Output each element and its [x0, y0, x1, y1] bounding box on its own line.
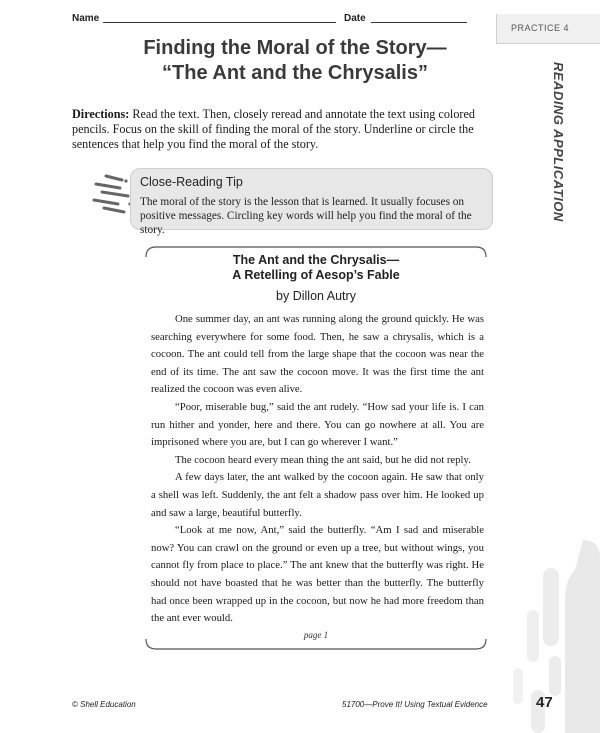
story-paragraph: A few days later, the ant walked by the cocoon again. He saw that only a shell was left. Suddenly, the ant felt a shadow pass over him. He looked up and saw a large, beautiful butterfly. [151, 471, 484, 519]
header-row [72, 10, 482, 28]
story-paragraph: “Poor, miserable bug,” said the ant rudely. “How sad your life is. I can run hither and yonder, here and there. You can go nowhere at all. You are imprisoned where you are, but I can go wherever I want.” [151, 400, 484, 449]
story-paragraph: “Look at me now, Ant,” said the butterfly. “Am I sad and miserable now? You can crawl on the ground or even up a tree, but without wings, you cannot fly from place to place.” The ant knew that the butterfly was right. He should not have boasted that he was better than the butterfly. The butterfly had once been wrapped up in the cocoon, but now he had more freedom than the ant ever would. [151, 524, 484, 625]
side-section-label: READING APPLICATION [551, 62, 566, 222]
story-author: by Dillon Autry [276, 289, 356, 303]
story-title-line-1: The Ant and the Chrysalis— [232, 253, 400, 267]
directions-text: Read the text. Then, closely reread and annotate the text using colored pencils. Focus on the skill of finding the moral of the story. Underline or circle the sentences that help you find the moral of the story. [72, 107, 475, 151]
story-title-line-2: A Retelling of Aesop’s Fable [232, 268, 400, 282]
practice-label: PRACTICE 4 [511, 23, 570, 33]
story-page-label: page 1 [303, 630, 329, 640]
practice-tab [496, 14, 600, 44]
name-field-line [103, 22, 336, 23]
tip-text: The moral of the story is the lesson that is learned. It usually focuses on positive messages. Circling key words will help you find the moral of the story. [140, 196, 472, 236]
page-number: 47 [536, 694, 553, 711]
story-title [140, 253, 492, 283]
date-label: Date [344, 13, 366, 24]
title-line-1: Finding the Moral of the Story— [143, 37, 447, 59]
story-body [151, 311, 484, 628]
tip-heading: Close-Reading Tip [140, 175, 243, 189]
story-paragraph: The cocoon heard every mean thing the ant said, but he did not reply. [175, 453, 471, 466]
directions-label: Directions: [72, 107, 130, 121]
directions [72, 107, 492, 152]
story-passage [140, 243, 492, 653]
close-reading-tip [130, 168, 493, 236]
speed-lines-icon [92, 170, 134, 218]
page-title [100, 36, 490, 86]
footer-copyright: © Shell Education [72, 700, 136, 709]
title-line-2: “The Ant and the Chrysalis” [162, 62, 428, 84]
name-label: Name [72, 13, 100, 24]
story-paragraph: One summer day, an ant was running along the ground quickly. He was searching everywhere for some food. Then, he saw a chrysalis, which is a cocoon. The ant could tell from the large shape that the cocoon was near the end of its time. The ant saw the cocoon move. It was the first time the ant realized the cocoon was even alive. [151, 313, 484, 396]
date-field-line [371, 22, 467, 23]
footer-product: 51700—Prove It! Using Textual Evidence [342, 700, 488, 709]
